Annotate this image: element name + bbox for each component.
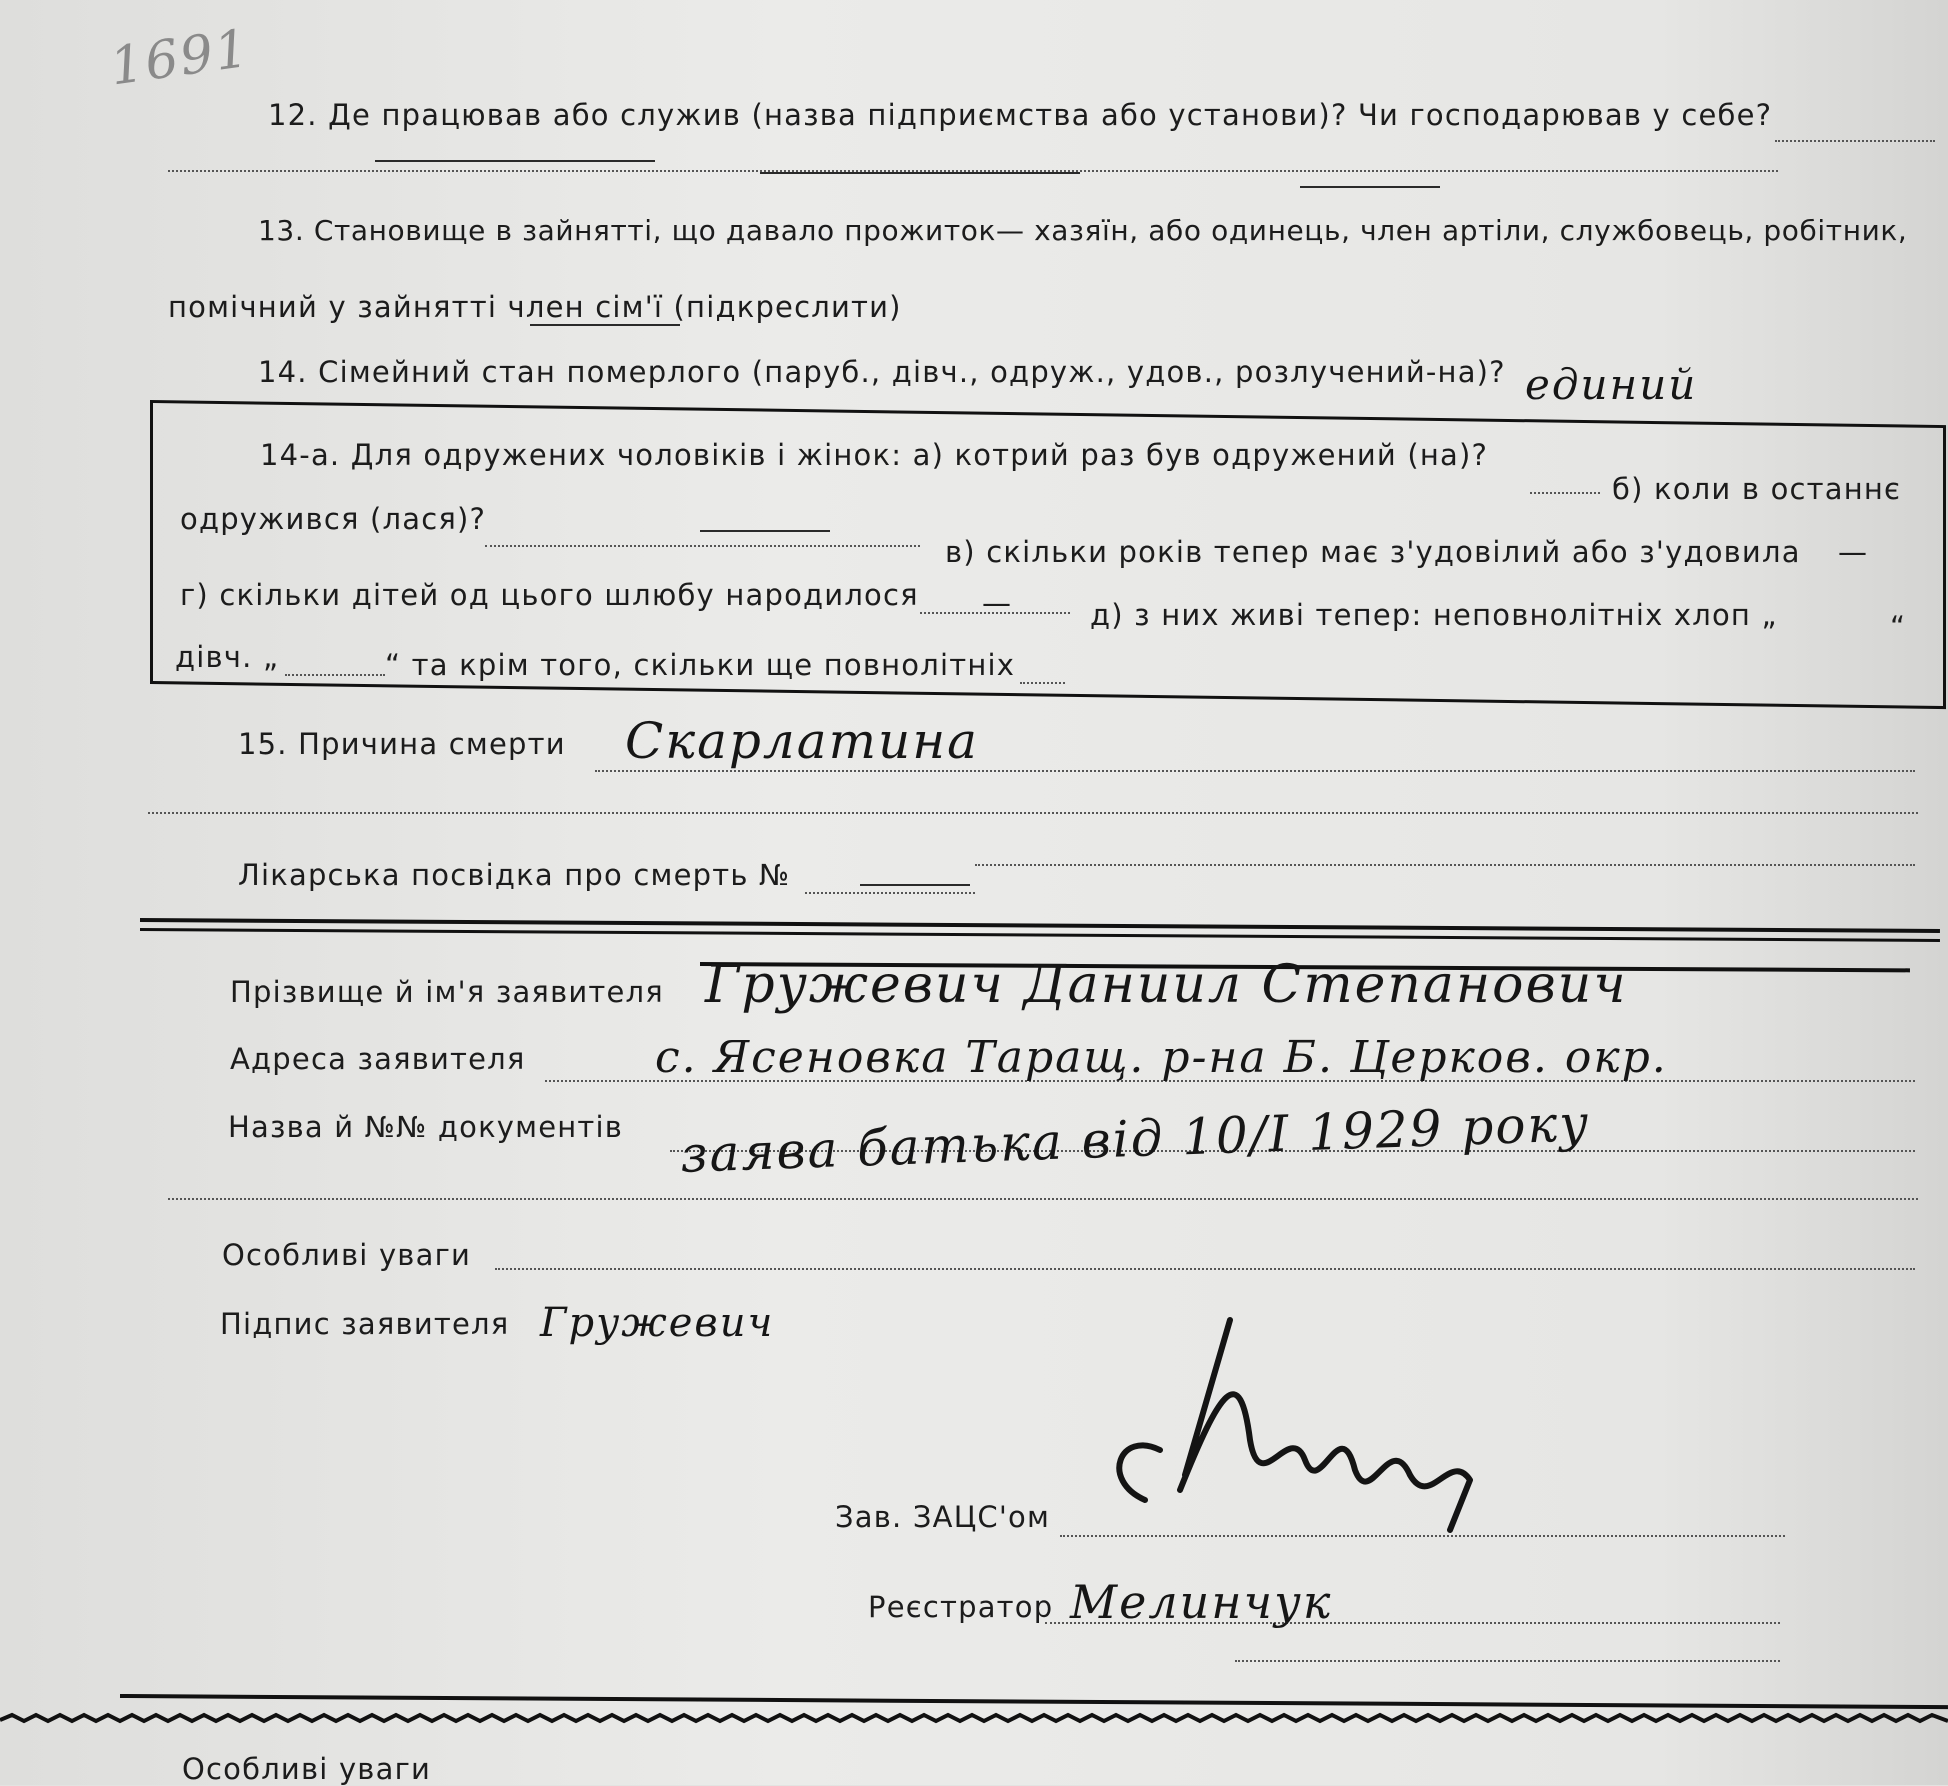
perforation-edge — [0, 1712, 1948, 1726]
page-number-handwritten: 1691 — [106, 18, 254, 98]
question-14a-line-2b: в) скільки років тепер має з'удовілий або з'удовила — [945, 535, 1801, 569]
applicant-address-handwritten: с. Ясеновка Таращ. р-на Б. Церков. окр. — [655, 1032, 1668, 1083]
question-14a-line-3a: г) скільки дітей од цього шлюбу народилося — [180, 578, 919, 612]
medical-certificate-line-right — [975, 864, 1915, 866]
question-14a-line-3c: д) з них живі тепер: неповнолітніх хлоп „ — [1090, 598, 1778, 632]
q14a-adults-line — [1020, 682, 1065, 684]
applicant-name-handwritten: Гружевич Даниил Степанович — [705, 955, 1628, 1015]
q12-answer-line — [1775, 140, 1935, 142]
q14a-b-answer-line — [485, 545, 920, 547]
q15-answer-line — [595, 770, 1915, 772]
q14a-b-dash — [700, 530, 830, 532]
q14a-a-answer-line — [1530, 492, 1600, 494]
documents-line-2 — [168, 1198, 1918, 1200]
applicant-signature-label: Підпис заявителя — [220, 1307, 510, 1341]
question-15-label: 15. Причина смерти — [238, 727, 566, 761]
documents-handwritten: заява батька від 10/I 1929 року — [679, 1094, 1592, 1184]
question-14a-line-2a: одружився (лася)? — [180, 502, 487, 536]
q14a-d-girls-line — [285, 674, 385, 676]
bottom-divider — [120, 1694, 1948, 1709]
medical-certificate-line — [805, 892, 975, 894]
question-14: 14. Сімейний стан померлого (паруб., дівч., одруж., удов., розлучений-на)? — [258, 355, 1506, 389]
question-14a-line-2c: — — [1838, 535, 1869, 569]
question-13-line-2: помічний у зайнятті член сім'ї (підкреслити) — [168, 290, 902, 324]
question-14a-line-1b: б) коли в останнє — [1612, 472, 1902, 506]
question-12: 12. Де працював або служив (назва підприємства або установи)? Чи господарював у себе? — [268, 98, 1773, 132]
q12-blank-dash — [375, 160, 655, 162]
question-14a-line-4b: “ та крім того, скільки ще повнолітніх — [385, 648, 1016, 682]
footer-special-notes-label: Особливі уваги — [182, 1752, 432, 1786]
question-13-line-1: 13. Становище в зайнятті, що давало прожиток— хазяїн, або одинець, член артіли, службовець, робітник, — [258, 214, 1908, 247]
documents-label: Назва й №№ документів — [228, 1110, 624, 1144]
applicant-name-label: Прізвище й ім'я заявителя — [230, 975, 664, 1009]
head-zags-label: Зав. ЗАЦС'ом — [835, 1500, 1051, 1534]
head-zags-line — [1060, 1535, 1785, 1537]
medical-certificate-dash — [860, 884, 970, 886]
medical-certificate-label: Лікарська посвідка про смерть № — [238, 858, 791, 892]
q13-underline-family-member — [530, 324, 680, 326]
q15-answer-line-2 — [148, 812, 1918, 814]
registrar-line-2 — [1235, 1660, 1780, 1662]
special-notes-line — [495, 1268, 1915, 1270]
q14-answer-handwritten: единий — [1525, 360, 1698, 409]
head-signature-scrawl — [1090, 1300, 1510, 1560]
q15-answer-handwritten: Скарлатина — [625, 712, 979, 770]
applicant-address-label: Адреса заявителя — [230, 1042, 526, 1076]
registrar-signature-handwritten: Мелинчук — [1070, 1575, 1333, 1629]
question-14a-line-3b: — — [982, 586, 1013, 620]
q12-blank-dash — [1300, 186, 1440, 188]
question-14a-line-1: 14-а. Для одружених чоловіків і жінок: а) котрий раз був одружений (на)? — [260, 438, 1489, 472]
special-notes-label: Особливі уваги — [222, 1238, 472, 1272]
question-14a-line-4a: дівч. „ — [175, 640, 280, 674]
registrar-label: Реєстратор — [868, 1590, 1054, 1624]
question-14a-line-3d: “ — [1890, 610, 1907, 644]
q12-blank-dash — [760, 172, 1080, 174]
applicant-signature-handwritten: Гружевич — [540, 1300, 775, 1346]
